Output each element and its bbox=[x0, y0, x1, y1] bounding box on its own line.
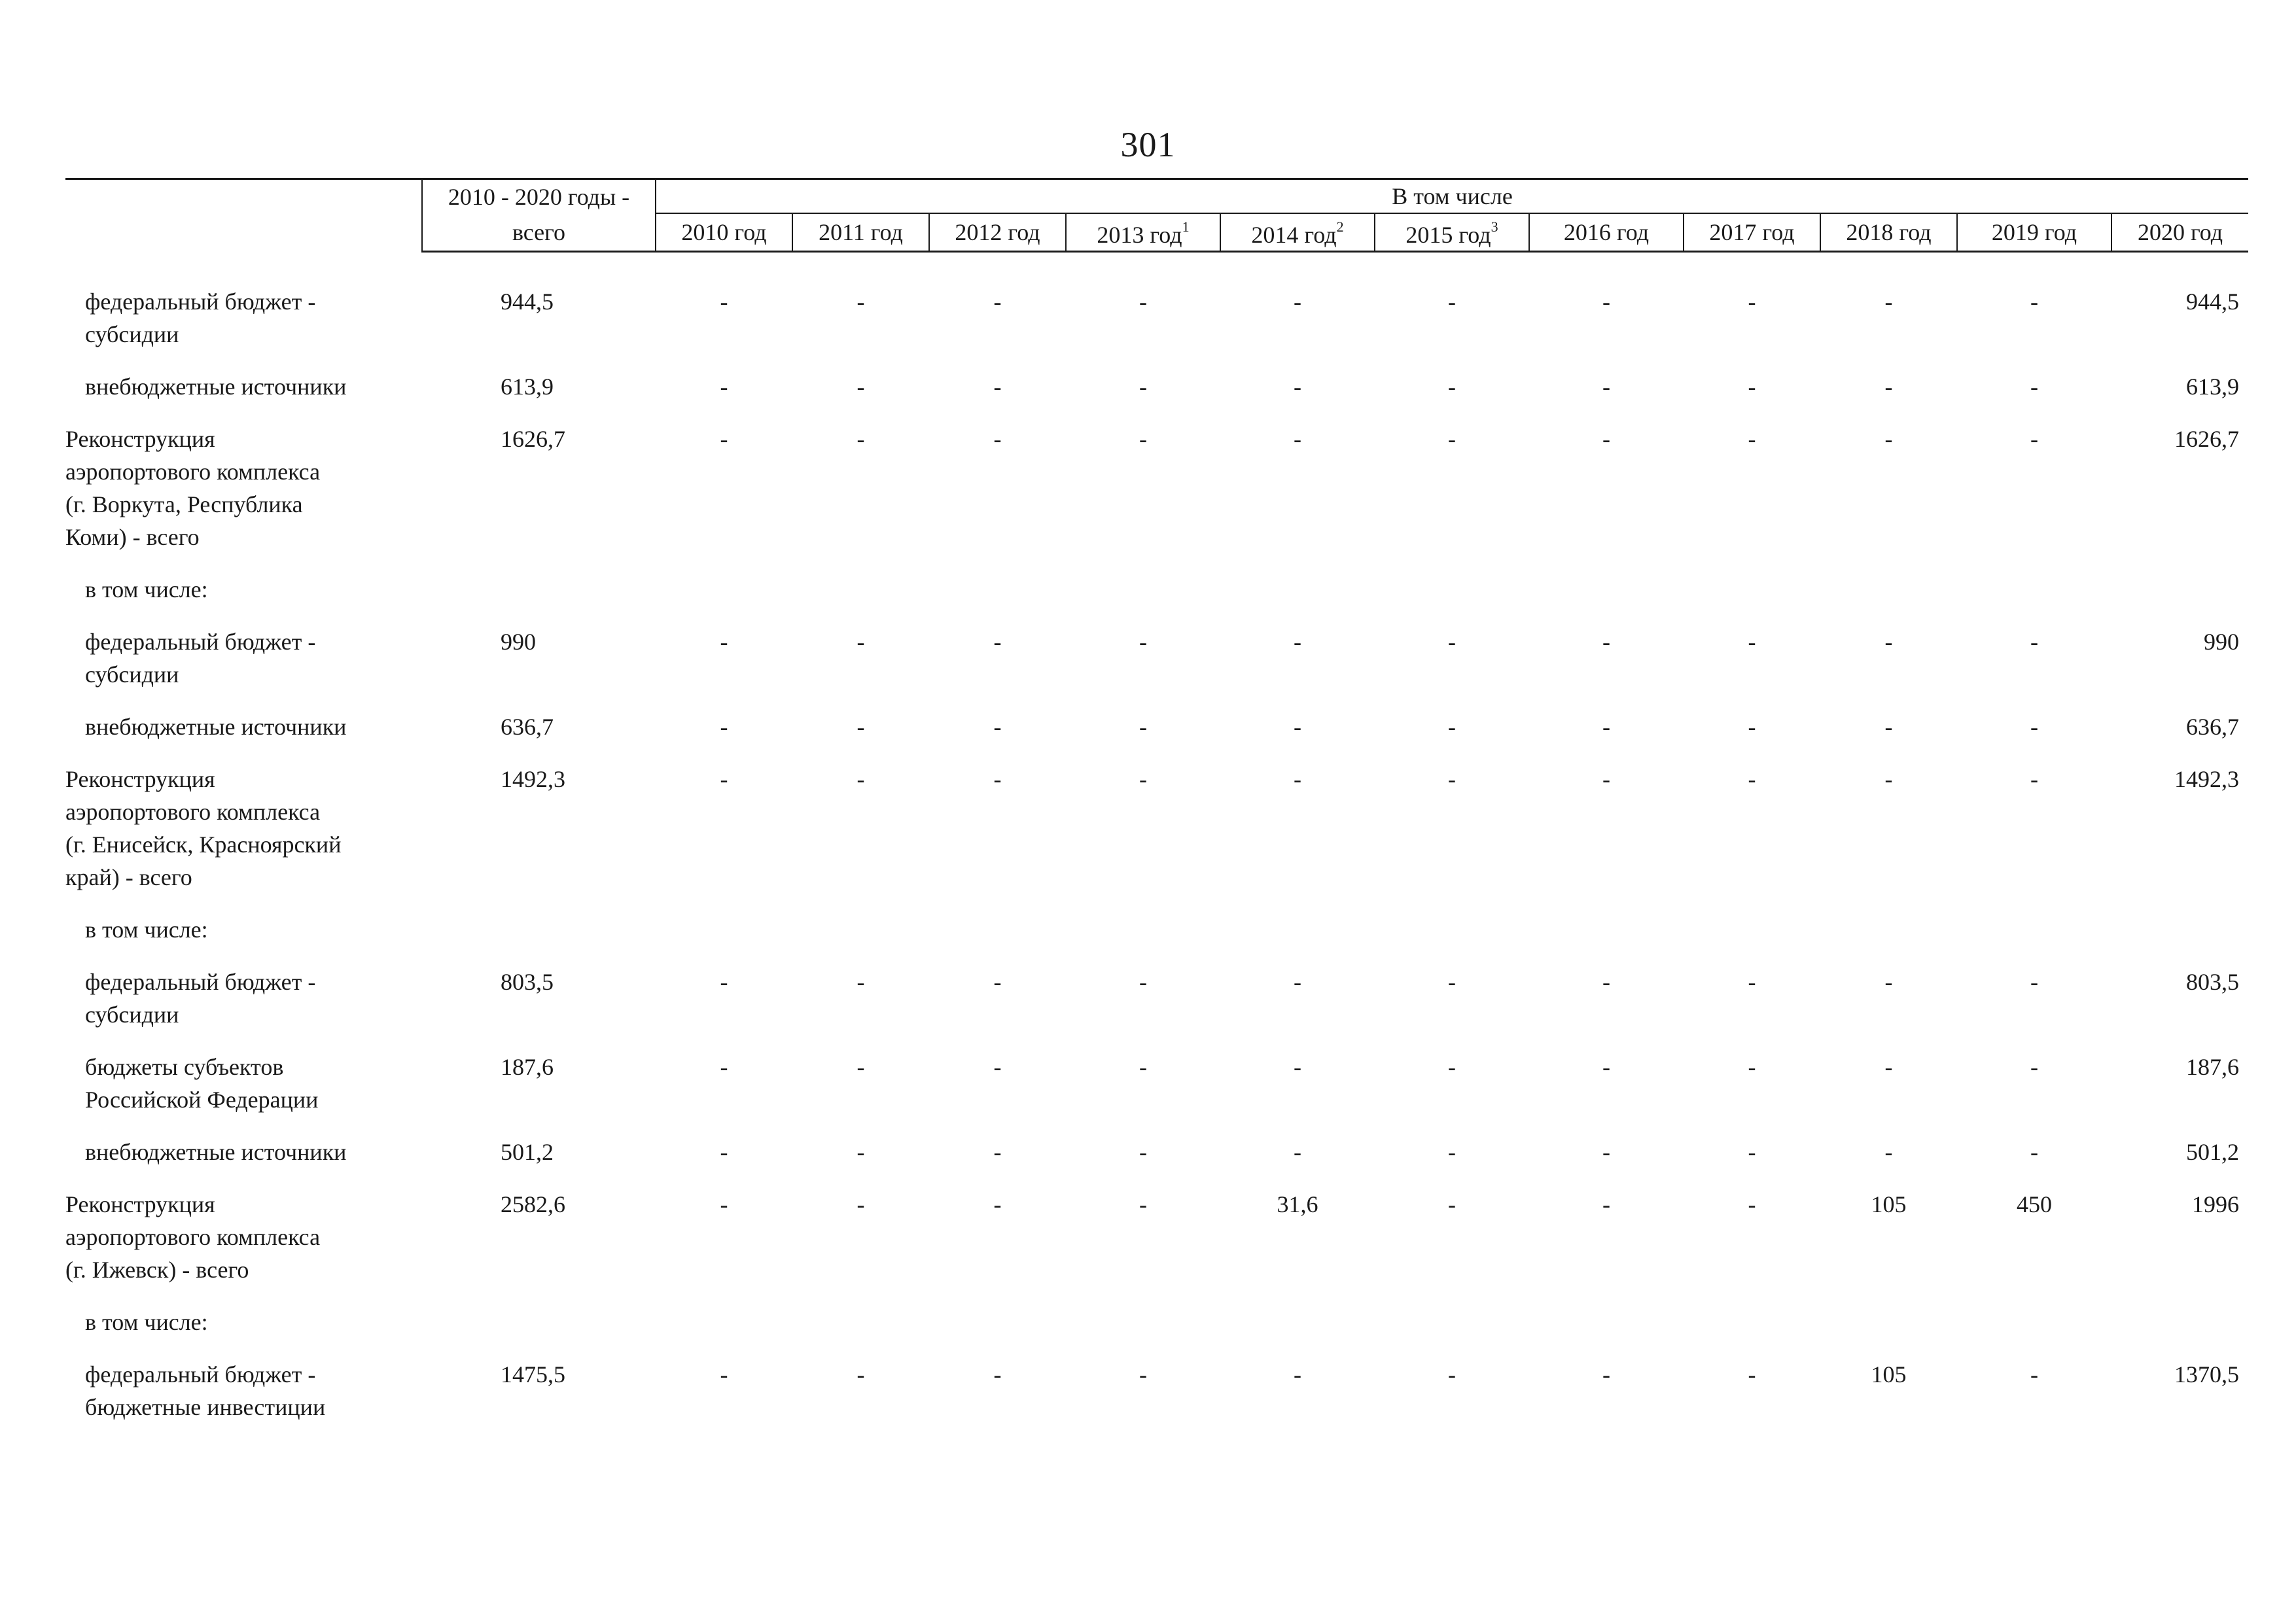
row-label-line: субсидии bbox=[85, 321, 179, 347]
row-value-2011-год bbox=[792, 1306, 929, 1358]
row-value-2011-год: - bbox=[857, 1191, 865, 1217]
row-value-2014-год: - bbox=[1294, 629, 1301, 655]
row-value-2017-год: - bbox=[1748, 1361, 1756, 1387]
row-value-2010-год: - bbox=[720, 1139, 728, 1165]
table-row bbox=[65, 1136, 2248, 1188]
row-value-2013-год: - bbox=[1139, 1139, 1147, 1165]
page-number: 301 bbox=[1120, 125, 1176, 164]
row-value-2017-год: - bbox=[1748, 766, 1756, 792]
row-value-2012-год bbox=[929, 1306, 1066, 1358]
row-label-line: (г. Воркута, Республика bbox=[65, 491, 303, 517]
row-value-2018-год: - bbox=[1884, 1139, 1893, 1165]
row-value-2010-год: - bbox=[720, 1361, 728, 1387]
row-label bbox=[65, 1188, 422, 1306]
header-year-8 bbox=[1820, 213, 1957, 252]
row-label bbox=[65, 1306, 422, 1358]
row-value-2016-год: - bbox=[1602, 714, 1610, 740]
row-value-2013-год: - bbox=[1139, 1054, 1147, 1080]
row-value-2017-год: - bbox=[1748, 629, 1756, 655]
row-value-2016-год bbox=[1529, 573, 1684, 625]
row-value-2017-год: - bbox=[1748, 426, 1756, 452]
row-value-2018-год bbox=[1820, 573, 1957, 625]
row-value-2020-год: 501,2 bbox=[2186, 1139, 2240, 1165]
row-value-2015-год: - bbox=[1448, 288, 1456, 315]
row-value-2012-год: - bbox=[993, 714, 1002, 740]
table-row bbox=[65, 625, 2248, 710]
row-value-2020-год: 636,7 bbox=[2186, 714, 2240, 740]
row-total: 613,9 bbox=[501, 374, 554, 400]
row-label bbox=[65, 1136, 422, 1188]
row-value-2010-год: - bbox=[720, 766, 728, 792]
row-value-2011-год: - bbox=[857, 1361, 865, 1387]
row-value-2014-год bbox=[1220, 1306, 1375, 1358]
row-label-line: Реконструкция bbox=[65, 766, 215, 792]
row-value-2013-год bbox=[1066, 573, 1220, 625]
row-value-2013-год: - bbox=[1139, 969, 1147, 995]
row-value-2014-год: - bbox=[1294, 1054, 1301, 1080]
row-value-2011-год: - bbox=[857, 1139, 865, 1165]
row-value-2010-год: - bbox=[720, 426, 728, 452]
row-value-2015-год: - bbox=[1448, 766, 1456, 792]
row-value-2016-год: - bbox=[1602, 426, 1610, 452]
row-value-2013-год bbox=[1066, 913, 1220, 966]
row-total: 803,5 bbox=[501, 969, 554, 995]
row-value-2018-год: - bbox=[1884, 288, 1893, 315]
row-value-2017-год: - bbox=[1748, 1191, 1756, 1217]
budget-table-container bbox=[65, 178, 2244, 1443]
row-value-2013-год: - bbox=[1139, 288, 1147, 315]
row-value-2011-год: - bbox=[857, 426, 865, 452]
row-value-2019-год: - bbox=[2030, 1361, 2038, 1387]
row-value-2010-год bbox=[656, 913, 792, 966]
row-value-2013-год: - bbox=[1139, 714, 1147, 740]
row-value-2015-год: - bbox=[1448, 969, 1456, 995]
row-value-2015-год: - bbox=[1448, 714, 1456, 740]
row-value-2019-год: - bbox=[2030, 1054, 2038, 1080]
row-value-2020-год: 613,9 bbox=[2186, 374, 2240, 400]
row-value-2014-год: - bbox=[1294, 426, 1301, 452]
row-value-2011-год: - bbox=[857, 374, 865, 400]
row-value-2014-год: - bbox=[1294, 288, 1301, 315]
row-label-line: Реконструкция bbox=[65, 426, 215, 452]
row-value-2015-год: - bbox=[1448, 1191, 1456, 1217]
row-label-line: в том числе: bbox=[85, 1309, 208, 1335]
row-value-2014-год: - bbox=[1294, 714, 1301, 740]
row-value-2020-год: 187,6 bbox=[2186, 1054, 2240, 1080]
row-value-2014-год bbox=[1220, 573, 1375, 625]
row-value-2015-год bbox=[1375, 1306, 1529, 1358]
table-row bbox=[65, 1358, 2248, 1443]
row-value-2017-год bbox=[1684, 573, 1820, 625]
row-label-line: внебюджетные источники bbox=[85, 374, 347, 400]
table-row bbox=[65, 763, 2248, 913]
row-value-2019-год: - bbox=[2030, 766, 2038, 792]
row-total: 1626,7 bbox=[501, 426, 565, 452]
row-value-2019-год bbox=[1957, 573, 2111, 625]
row-value-2016-год bbox=[1529, 1306, 1684, 1358]
row-value-2017-год: - bbox=[1748, 714, 1756, 740]
row-value-2018-год: 105 bbox=[1871, 1361, 1907, 1387]
header-total-line2: всего bbox=[422, 213, 656, 252]
row-value-2014-год: - bbox=[1294, 1361, 1301, 1387]
row-value-2019-год: - bbox=[2030, 969, 2038, 995]
row-value-2019-год: - bbox=[2030, 1139, 2038, 1165]
row-value-2013-год: - bbox=[1139, 374, 1147, 400]
row-value-2011-год: - bbox=[857, 629, 865, 655]
row-label-line: федеральный бюджет - bbox=[85, 288, 316, 315]
row-total: 944,5 bbox=[501, 288, 554, 315]
header-year-1 bbox=[792, 213, 929, 252]
row-value-2012-год: - bbox=[993, 629, 1002, 655]
row-value-2017-год: - bbox=[1748, 1139, 1756, 1165]
row-label-line: Российской Федерации bbox=[85, 1087, 319, 1113]
row-value-2019-год: - bbox=[2030, 629, 2038, 655]
row-value-2020-год bbox=[2111, 573, 2248, 625]
row-value-2014-год: - bbox=[1294, 766, 1301, 792]
row-value-2020-год: 803,5 bbox=[2186, 969, 2240, 995]
row-value-2010-год bbox=[656, 573, 792, 625]
header-year-label: 2019 год bbox=[1991, 219, 2077, 245]
row-label bbox=[65, 1051, 422, 1136]
table-header bbox=[65, 179, 2248, 252]
row-total bbox=[422, 913, 656, 966]
row-value-2012-год: - bbox=[993, 374, 1002, 400]
header-total-line1: 2010 - 2020 годы - bbox=[422, 179, 656, 214]
header-year-4 bbox=[1220, 213, 1375, 252]
table-row bbox=[65, 710, 2248, 763]
row-value-2018-год: 105 bbox=[1871, 1191, 1907, 1217]
row-value-2018-год: - bbox=[1884, 1054, 1893, 1080]
row-total bbox=[422, 1306, 656, 1358]
row-value-2015-год: - bbox=[1448, 1054, 1456, 1080]
row-value-2016-год bbox=[1529, 913, 1684, 966]
row-value-2011-год: - bbox=[857, 288, 865, 315]
row-label bbox=[65, 966, 422, 1051]
row-label bbox=[65, 285, 422, 370]
row-label-line: (г. Ижевск) - всего bbox=[65, 1257, 249, 1283]
table-row bbox=[65, 1051, 2248, 1136]
header-year-2 bbox=[929, 213, 1066, 252]
row-label-line: внебюджетные источники bbox=[85, 1139, 347, 1165]
table-row bbox=[65, 1306, 2248, 1358]
row-value-2019-год bbox=[1957, 1306, 2111, 1358]
row-label bbox=[65, 1358, 422, 1443]
header-label-cell bbox=[65, 179, 422, 252]
row-total bbox=[422, 573, 656, 625]
header-year-6 bbox=[1529, 213, 1684, 252]
row-value-2011-год bbox=[792, 913, 929, 966]
row-value-2020-год: 1370,5 bbox=[2174, 1361, 2240, 1387]
header-year-0 bbox=[656, 213, 792, 252]
row-value-2016-год: - bbox=[1602, 1191, 1610, 1217]
row-value-2016-год: - bbox=[1602, 629, 1610, 655]
row-value-2020-год bbox=[2111, 1306, 2248, 1358]
row-label-line: аэропортового комплекса bbox=[65, 459, 321, 485]
row-value-2013-год: - bbox=[1139, 426, 1147, 452]
row-value-2010-год: - bbox=[720, 714, 728, 740]
header-year-10 bbox=[2111, 213, 2248, 252]
row-total: 501,2 bbox=[501, 1139, 554, 1165]
row-value-2011-год: - bbox=[857, 969, 865, 995]
header-year-label: 2020 год bbox=[2137, 219, 2223, 245]
table-row bbox=[65, 573, 2248, 625]
row-value-2015-год bbox=[1375, 573, 1529, 625]
row-value-2013-год: - bbox=[1139, 1191, 1147, 1217]
row-value-2016-год: - bbox=[1602, 288, 1610, 315]
row-value-2020-год: 944,5 bbox=[2186, 288, 2240, 315]
row-value-2015-год: - bbox=[1448, 374, 1456, 400]
header-year-label: 2010 год bbox=[681, 219, 767, 245]
row-value-2012-год: - bbox=[993, 288, 1002, 315]
header-year-label: 2011 год bbox=[819, 219, 903, 245]
row-value-2017-год: - bbox=[1748, 969, 1756, 995]
row-value-2019-год bbox=[1957, 913, 2111, 966]
row-label-line: федеральный бюджет - bbox=[85, 629, 316, 655]
row-value-2017-год: - bbox=[1748, 288, 1756, 315]
header-year-label: 2017 год bbox=[1709, 219, 1795, 245]
row-value-2015-год: - bbox=[1448, 1139, 1456, 1165]
header-year-label: 2012 год bbox=[955, 219, 1040, 245]
row-value-2010-год: - bbox=[720, 288, 728, 315]
table-row bbox=[65, 423, 2248, 573]
row-total: 990 bbox=[501, 629, 536, 655]
header-year-9 bbox=[1957, 213, 2111, 252]
row-value-2010-год: - bbox=[720, 374, 728, 400]
row-label bbox=[65, 913, 422, 966]
footnote-marker: 2 bbox=[1336, 218, 1344, 235]
row-label bbox=[65, 370, 422, 423]
row-value-2010-год: - bbox=[720, 629, 728, 655]
row-value-2015-год: - bbox=[1448, 426, 1456, 452]
row-label-line: Коми) - всего bbox=[65, 524, 200, 550]
row-value-2017-год bbox=[1684, 913, 1820, 966]
row-value-2013-год bbox=[1066, 1306, 1220, 1358]
row-value-2017-год: - bbox=[1748, 374, 1756, 400]
row-value-2015-год: - bbox=[1448, 629, 1456, 655]
row-label-line: в том числе: bbox=[85, 916, 208, 943]
row-value-2012-год: - bbox=[993, 1139, 1002, 1165]
row-value-2010-год bbox=[656, 1306, 792, 1358]
row-total: 1475,5 bbox=[501, 1361, 565, 1387]
row-value-2020-год: 1492,3 bbox=[2174, 766, 2240, 792]
row-value-2018-год: - bbox=[1884, 426, 1893, 452]
row-value-2014-год: - bbox=[1294, 969, 1301, 995]
table-row bbox=[65, 913, 2248, 966]
row-total: 1492,3 bbox=[501, 766, 565, 792]
row-value-2017-год: - bbox=[1748, 1054, 1756, 1080]
row-label-line: в том числе: bbox=[85, 576, 208, 602]
row-label-line: федеральный бюджет - bbox=[85, 969, 316, 995]
header-year-label: 2018 год bbox=[1846, 219, 1932, 245]
row-value-2014-год bbox=[1220, 913, 1375, 966]
header-year-5 bbox=[1375, 213, 1529, 252]
row-value-2020-год: 1626,7 bbox=[2174, 426, 2240, 452]
header-year-label: 2015 год bbox=[1405, 222, 1491, 248]
row-label bbox=[65, 710, 422, 763]
row-value-2018-год: - bbox=[1884, 714, 1893, 740]
row-value-2016-год: - bbox=[1602, 969, 1610, 995]
row-total: 636,7 bbox=[501, 714, 554, 740]
row-value-2019-год: 450 bbox=[2017, 1191, 2052, 1217]
row-label-line: бюджеты субъектов bbox=[85, 1054, 284, 1080]
row-value-2010-год: - bbox=[720, 1054, 728, 1080]
row-value-2017-год bbox=[1684, 1306, 1820, 1358]
header-including: В том числе bbox=[656, 179, 2248, 214]
row-value-2019-год: - bbox=[2030, 288, 2038, 315]
row-label-line: субсидии bbox=[85, 661, 179, 688]
table-row bbox=[65, 1188, 2248, 1306]
row-value-2016-год: - bbox=[1602, 1139, 1610, 1165]
row-label bbox=[65, 423, 422, 573]
row-total: 187,6 bbox=[501, 1054, 554, 1080]
row-value-2012-год bbox=[929, 913, 1066, 966]
row-label bbox=[65, 763, 422, 913]
row-label-line: аэропортового комплекса bbox=[65, 799, 321, 825]
row-label bbox=[65, 625, 422, 710]
row-value-2012-год: - bbox=[993, 426, 1002, 452]
header-year-label: 2013 год bbox=[1097, 222, 1182, 248]
row-total: 2582,6 bbox=[501, 1191, 565, 1217]
row-value-2015-год: - bbox=[1448, 1361, 1456, 1387]
budget-table bbox=[65, 178, 2248, 1443]
row-value-2012-год: - bbox=[993, 1191, 1002, 1217]
row-value-2013-год: - bbox=[1139, 766, 1147, 792]
row-label-line: внебюджетные источники bbox=[85, 714, 347, 740]
row-label-line: Реконструкция bbox=[65, 1191, 215, 1217]
header-year-7 bbox=[1684, 213, 1820, 252]
row-value-2012-год: - bbox=[993, 1054, 1002, 1080]
row-value-2011-год bbox=[792, 573, 929, 625]
row-value-2011-год: - bbox=[857, 1054, 865, 1080]
row-value-2013-год: - bbox=[1139, 629, 1147, 655]
row-label bbox=[65, 573, 422, 625]
row-value-2016-год: - bbox=[1602, 766, 1610, 792]
row-value-2016-год: - bbox=[1602, 1361, 1610, 1387]
row-value-2013-год: - bbox=[1139, 1361, 1147, 1387]
row-value-2018-год: - bbox=[1884, 969, 1893, 995]
row-value-2014-год: 31,6 bbox=[1277, 1191, 1318, 1217]
row-value-2012-год: - bbox=[993, 969, 1002, 995]
footnote-marker: 3 bbox=[1491, 218, 1498, 235]
table-row bbox=[65, 370, 2248, 423]
row-value-2019-год: - bbox=[2030, 714, 2038, 740]
row-value-2020-год bbox=[2111, 913, 2248, 966]
header-year-label: 2016 год bbox=[1563, 219, 1650, 245]
row-value-2012-год bbox=[929, 573, 1066, 625]
row-value-2012-год: - bbox=[993, 766, 1002, 792]
row-label-line: федеральный бюджет - bbox=[85, 1361, 316, 1387]
table-row bbox=[65, 966, 2248, 1051]
row-value-2020-год: 990 bbox=[2204, 629, 2240, 655]
row-value-2014-год: - bbox=[1294, 1139, 1301, 1165]
row-value-2019-год: - bbox=[2030, 374, 2038, 400]
table-row bbox=[65, 285, 2248, 370]
row-value-2020-год: 1996 bbox=[2192, 1191, 2240, 1217]
table-body bbox=[65, 252, 2248, 1444]
row-value-2018-год: - bbox=[1884, 374, 1893, 400]
row-value-2012-год: - bbox=[993, 1361, 1002, 1387]
row-value-2016-год: - bbox=[1602, 374, 1610, 400]
row-label-line: (г. Енисейск, Красноярский bbox=[65, 831, 342, 858]
row-value-2018-год bbox=[1820, 1306, 1957, 1358]
header-spacer bbox=[65, 252, 2248, 286]
row-label-line: край) - всего bbox=[65, 864, 192, 890]
row-value-2011-год: - bbox=[857, 766, 865, 792]
row-value-2016-год: - bbox=[1602, 1054, 1610, 1080]
row-label-line: аэропортового комплекса bbox=[65, 1224, 321, 1250]
footnote-marker: 1 bbox=[1182, 218, 1190, 235]
row-value-2010-год: - bbox=[720, 969, 728, 995]
row-value-2018-год: - bbox=[1884, 629, 1893, 655]
row-value-2018-год bbox=[1820, 913, 1957, 966]
row-value-2015-год bbox=[1375, 913, 1529, 966]
row-value-2014-год: - bbox=[1294, 374, 1301, 400]
row-value-2019-год: - bbox=[2030, 426, 2038, 452]
row-label-line: бюджетные инвестиции bbox=[85, 1394, 326, 1420]
header-year-label: 2014 год bbox=[1251, 222, 1337, 248]
row-value-2018-год: - bbox=[1884, 766, 1893, 792]
row-label-line: субсидии bbox=[85, 1002, 179, 1028]
row-value-2011-год: - bbox=[857, 714, 865, 740]
header-year-3 bbox=[1066, 213, 1220, 252]
row-value-2010-год: - bbox=[720, 1191, 728, 1217]
